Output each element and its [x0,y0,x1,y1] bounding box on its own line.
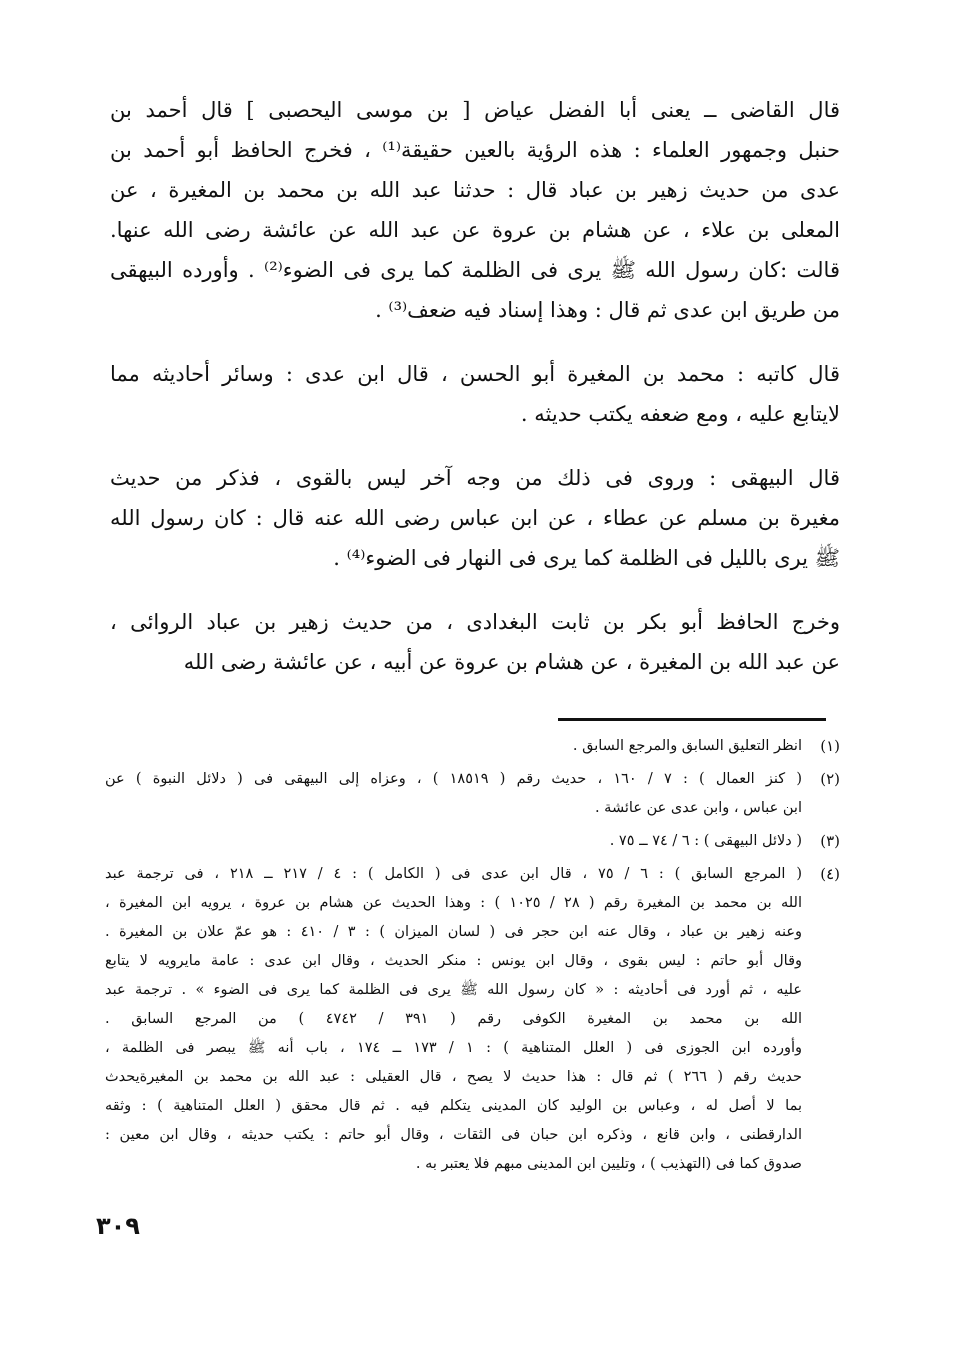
footnote-number: (٣) [820,832,840,850]
text-line: من طريق ابن عدى ثم قال : وهذا إسناد فيه ضعف⁽³⁾ . [375,298,840,322]
footnote-line: الدارقطنى ، وابن قانع ، وذكره ابن حبان فى الثقات ، وقال أبو حاتم : يكتب حديثه ، وقال ابن معين : [105,1127,802,1143]
footnote-line: عليه ، ثم أورد فى أحاديثه : « كان رسول الله ﷺ يرى فى الظلمة كما يرى فى الضوء » . ترجمة عبد [105,982,802,998]
footnote-line: ( دلائل البيهقى ) : ٦ / ٧٤ ــ ٧٥ . [609,833,802,849]
footnotes [105,732,840,1183]
text-line: ﷺ يرى بالليل فى الظلمة كما يرى فى النهار فى الضوء⁽⁴⁾ . [333,546,840,570]
footnote-line: بما لا أصل له ، وعباس بن الوليد كان المدينى يتكلم فيه . ثم قال محقق ( العلل المتناهية ) : وثقه [105,1098,802,1114]
footnote-number: (٤) [820,865,840,883]
footnote-line: وعنه زهير بن عباد ، وقال عنه ابن حجر فى ( لسان الميزان ) : ٣ / ٤١٠ : هو عمّ علان بن المغيرة . [105,924,802,940]
page-number: ٣٠٩ [96,1212,140,1240]
footnote-separator [558,718,826,721]
text-line: قال البيهقى : وروى فى ذلك من وجه آخر ليس بالقوى ، فذكر من حديث [110,466,840,490]
text-line: عن عبد الله بن المغيرة ، عن هشام بن عروة عن أبيه ، عن عائشة رضى الله [183,650,840,674]
paragraph-3 [110,458,840,578]
text-line: وخرج الحافظ أبو بكر بن ثابت البغدادى ، من حديث زهير بن عباد الروائى ، [110,610,840,634]
main-text [110,90,840,706]
footnote [105,827,840,856]
text-line: حنبل وجمهور العلماء : هذه الرؤية بالعين حقيقة⁽¹⁾ ، فخرج الحافظ أبو أحمد بن [110,138,840,162]
footnote-line: الله بن محمد بن المغيرة رقم ( ٢٨ / ١٠٢٥ ) : وهذا الحديث عن هشام بن عروة ، يرويه ابن المغيرة ، [105,895,802,911]
text-line: المعلى بن علاء ، عن هشام بن عروة عن عبد الله عن عائشة رضى الله عنها. [110,218,840,242]
footnote-line: وقال أبو حاتم : ليس بقوى ، وقال ابن يونس : منكر الحديث ، وقال ابن عدى : عامة مايرويه لا يتابع [105,953,802,969]
text-line: قالت :كان رسول الله ﷺ يرى فى الظلمة كما يرى فى الضوء⁽²⁾ . وأورده البيهقى [110,258,840,282]
footnote-line: انظر التعليق السابق والمرجع السابق . [572,738,802,754]
text-line: لايتابع عليه ، ومع ضعفه يكتب حديثه . [520,402,840,426]
footnote-line: الله بن محمد بن المغيرة الكوفى رقم ( ٣٩١ / ٤٧٤٢ ) من المرجع السابق . [105,1011,802,1027]
footnote-line: ( المرجع السابق ) : ٦ / ٧٥ ، قال ابن عدى فى ( الكامل ) : ٤ / ٢١٧ ــ ٢١٨ ، فى ترجمة عبد [105,866,802,882]
text-line: مغيرة بن مسلم عن عطاء ، عن ابن عباس رضى الله عنه قال : كان رسول الله [110,506,840,530]
footnote [105,860,840,1179]
footnote [105,765,840,823]
footnote-line: حديث رقم ( ٢٦٦ ) ثم قال : هذا حديث لا يصح ، قال العقيلى : عبد الله بن محمد بن المغيرةيحدث [105,1069,802,1085]
text-line: قال كاتبه : محمد بن المغيرة أبو الحسن ، قال ابن عدى : وسائر أحاديثه مما [110,362,840,386]
paragraph-1 [110,90,840,330]
footnote-line: وأورده ابن الجوزى فى ( العلل المتناهية ) : ١ / ١٧٣ ــ ١٧٤ ، باب أنه ﷺ يبصر فى الظلمة ، [105,1040,802,1056]
footnote-line: ( كنز العمال ) : ٧ / ١٦٠ ، حديث رقم ( ١٨٥١٩ ) ، وعزاه إلى البيهقى فى ( دلائل النبوة ) عن [105,771,802,787]
footnote-line: ابن عباس ، وابن عدى عن عائشة . [594,800,802,816]
footnote-number: (١) [820,737,840,755]
footnote-number: (٢) [820,770,840,788]
text-line: قال القاضى ــ يعنى أبا الفضل عياض [ بن موسى اليحصبى ] قال أحمد بن [110,98,840,122]
footnote-line: صدوق كما فى (التهذيب ) ، وتليين ابن المدينى مبهم فلا يعتبر به . [415,1156,802,1172]
paragraph-4 [110,602,840,682]
text-line: عدى من حديث زهير بن عباد قال : حدثنا عبد الله بن محمد بن المغيرة ، عن [110,178,840,202]
paragraph-2 [110,354,840,434]
footnote [105,732,840,761]
